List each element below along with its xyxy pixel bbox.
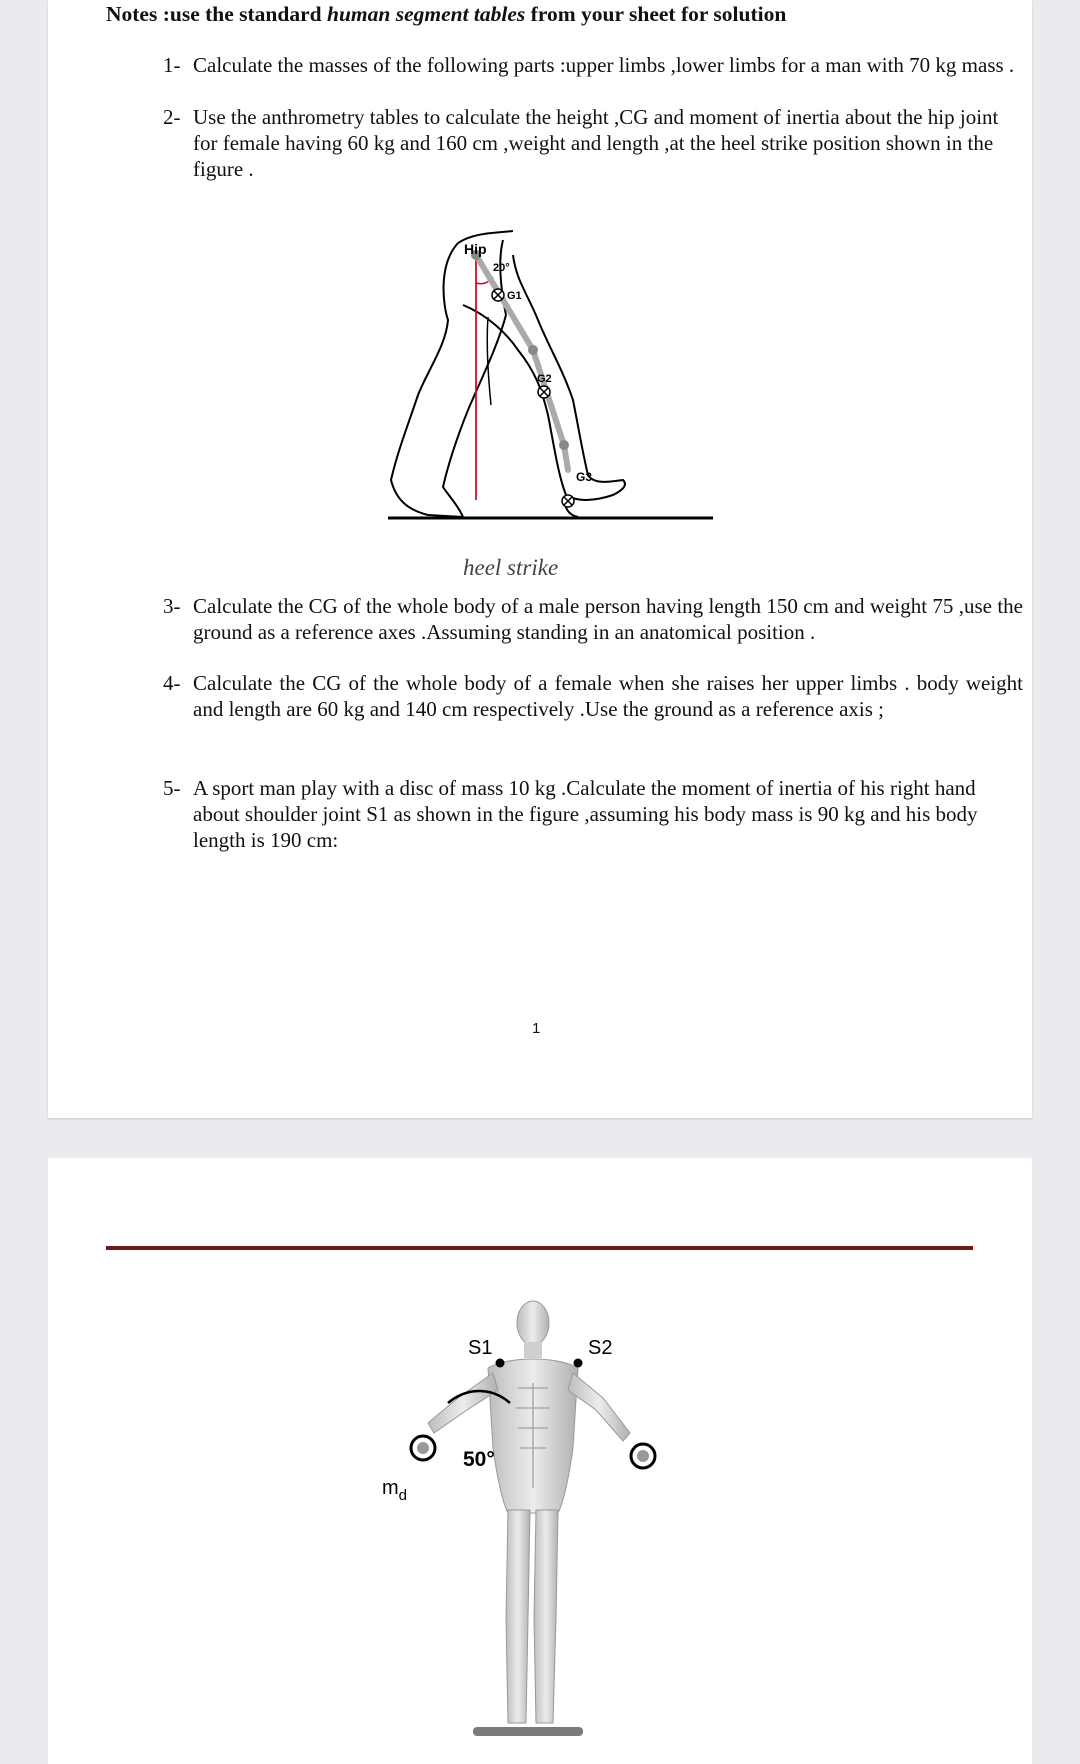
g1-marker-icon — [492, 289, 504, 301]
g3-marker-icon — [562, 495, 574, 507]
right-disc-icon — [411, 1436, 435, 1460]
document-page-2 — [48, 1158, 1032, 1764]
question-1: 1- Calculate the masses of the following parts :upper limbs ,lower limbs for a man with 70 kg mass . — [163, 53, 1015, 77]
question-4: 4- Calculate the CG of the whole body of a female when she raises her upper limbs . body weight and length are 60 kg and 140 cm respectively .Use the ground as a reference axis ; — [163, 671, 1023, 721]
question-2: 2- Use the anthrometry tables to calculate the height ,CG and moment of inertia about the hip joint for female having 60 kg and 160 cm ,weight and length ,at the heel strike position shown in the figure . — [163, 105, 999, 181]
notes-heading: Notes :use the standard human segment tables from your sheet for solution — [106, 2, 787, 26]
s1-label: S1 — [468, 1337, 493, 1359]
question-3: 3- Calculate the CG of the whole body of a male person having length 150 cm and weight 75 ,use the ground as a reference axes .Assuming standing in an anatomical position . — [163, 594, 1023, 644]
angle-label-50: 50° — [463, 1448, 495, 1471]
hip-label: Hip — [464, 241, 487, 257]
g1-label: G1 — [507, 290, 522, 302]
mass-label: $m_d$ — [382, 1477, 408, 1504]
g2-marker-icon — [538, 386, 550, 398]
disc-thrower-figure — [368, 1298, 768, 1758]
page-number: 1 — [532, 1020, 541, 1037]
header-rule — [106, 1246, 973, 1250]
document-page-1 — [48, 0, 1032, 1118]
heel-strike-figure — [388, 225, 728, 525]
left-disc-icon — [631, 1444, 655, 1468]
g3-label: G3 — [576, 470, 593, 484]
g2-label: G2 — [537, 373, 552, 385]
question-5: 5- A sport man play with a disc of mass 10 kg .Calculate the moment of inertia of his right hand about shoulder joint S1 as shown in the figure ,assuming his body mass is 90 kg and his body length is 190 cm: — [163, 776, 978, 852]
angle-label-20: 20° — [493, 262, 510, 274]
s2-label: S2 — [588, 1337, 613, 1359]
figure-caption: heel strike — [463, 555, 559, 580]
